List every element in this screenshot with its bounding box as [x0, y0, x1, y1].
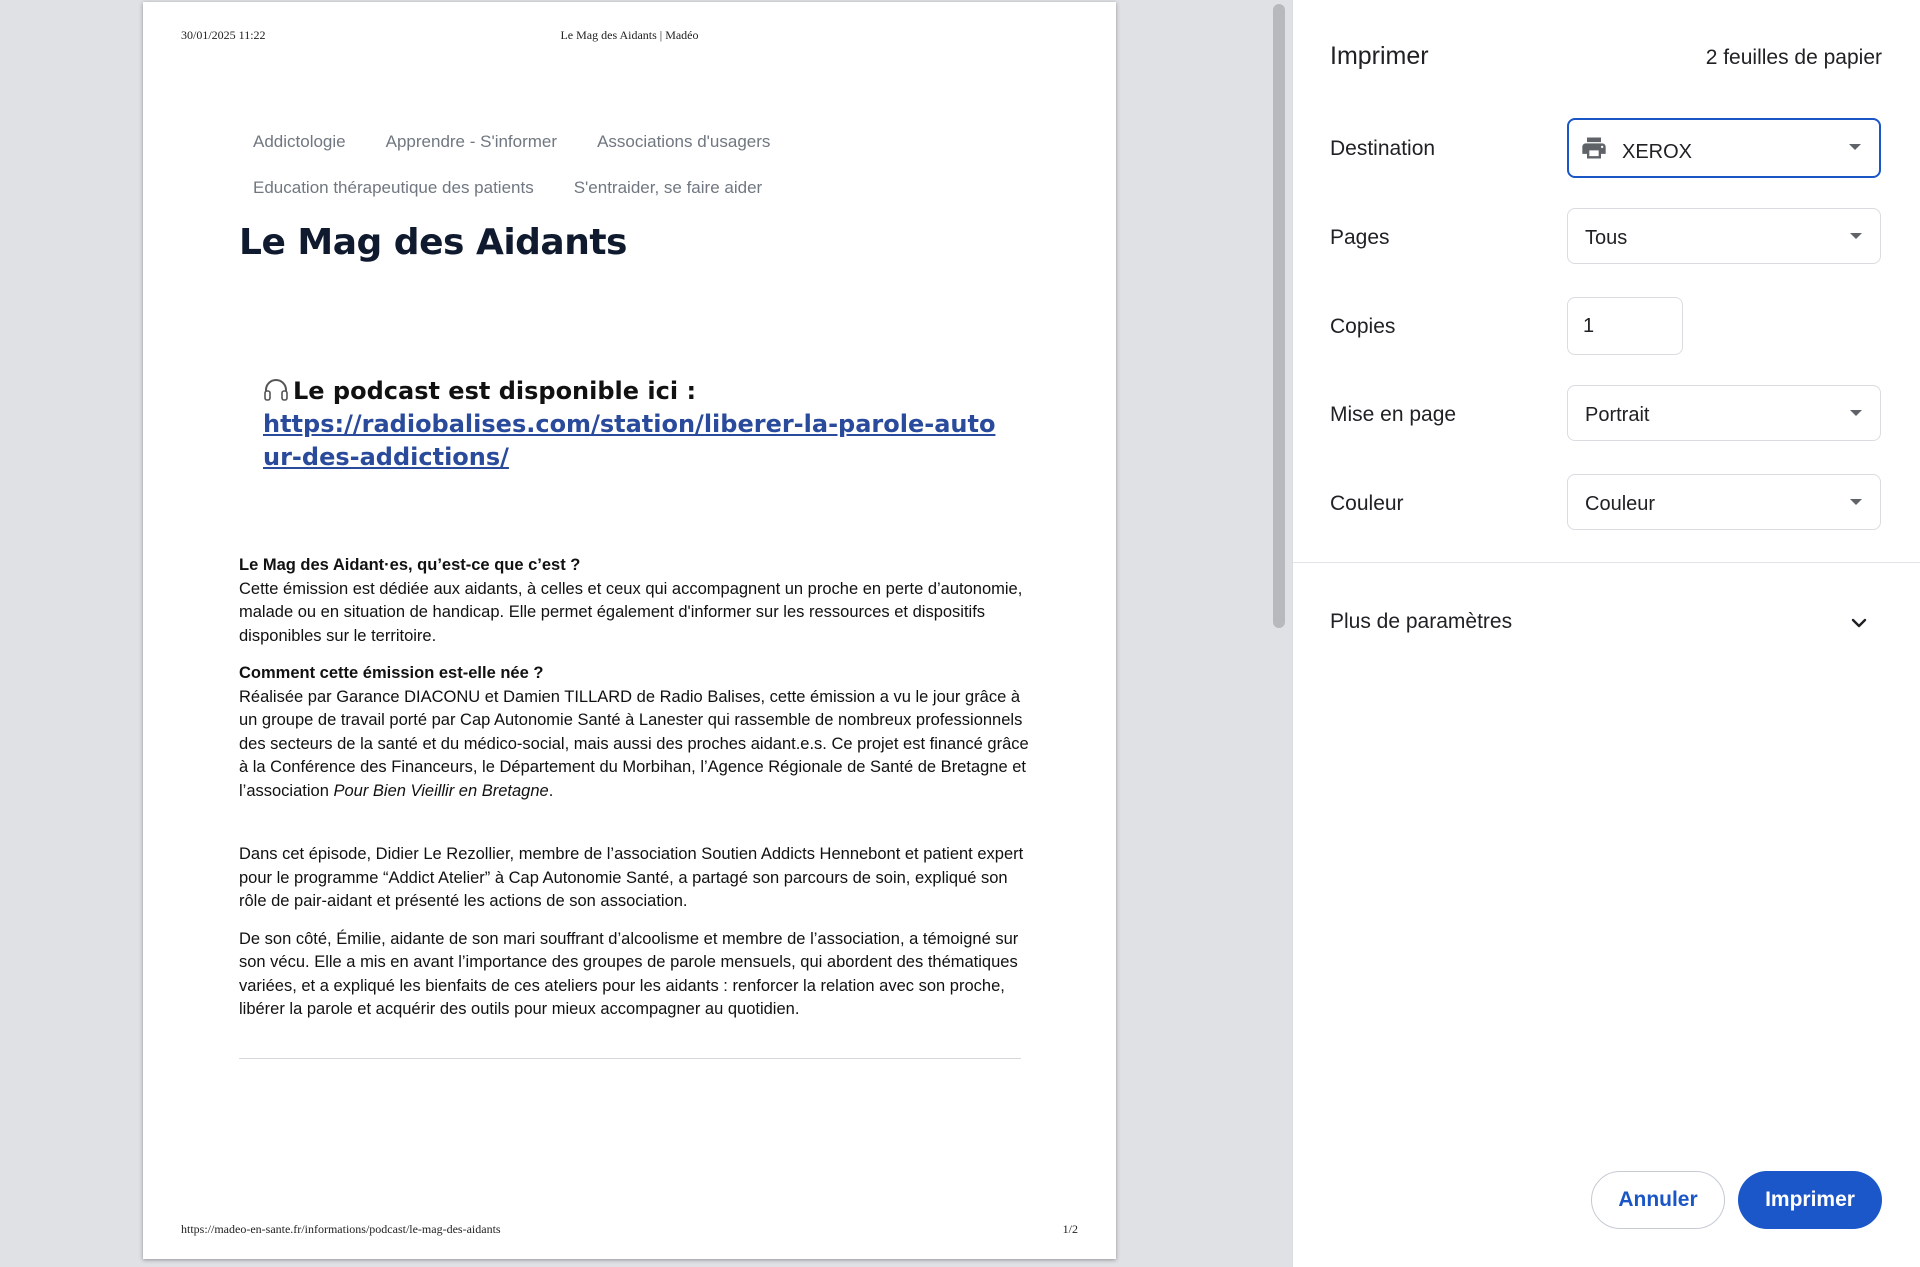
article-answer-end: . [548, 781, 554, 800]
article-question: Le Mag des Aidant·es, qu’est-ce que c’est ? [239, 556, 581, 574]
podcast-link: https://radiobalises.com/station/liberer-la-parole-autour-des-addictions/ [263, 410, 996, 471]
preview-page [143, 2, 1116, 1259]
article-paragraph [239, 554, 1029, 648]
copies-label: Copies [1330, 315, 1396, 338]
print-header-title: Le Mag des Aidants | Madéo [560, 28, 699, 42]
pages-label: Pages [1330, 226, 1390, 249]
caret-down-icon [1849, 144, 1861, 150]
article-paragraph [239, 662, 1029, 803]
layout-label: Mise en page [1330, 403, 1457, 426]
article-paragraph: De son côté, Émilie, aidante de son mari souffrant d’alcoolisme et membre de l’association, a témoigné sur son vécu. Elle a mis en avant l’importance des groupes de parole mensuels, qui abordent des thématiques variées, et a expliqué les bienfaits de ces ateliers pour les aidants : renforcer la relation avec son proche, libérer la parole et acquérir des outils pour mieux accompagner au quotidien. [239, 929, 1019, 1018]
print-settings-panel [1293, 0, 1920, 1267]
print-footer-page-number: 1/2 [1062, 1222, 1078, 1236]
spacer [239, 817, 1029, 843]
print-header-datetime: 30/01/2025 11:22 [181, 28, 266, 42]
more-settings-toggle[interactable] [1293, 590, 1920, 654]
color-value: Couleur [1585, 493, 1656, 515]
more-settings-label: Plus de paramètres [1330, 610, 1513, 633]
category-tags [253, 132, 853, 198]
pages-select[interactable] [1567, 208, 1881, 264]
tag-item: Associations d'usagers [597, 132, 771, 151]
page-content [239, 132, 1029, 1059]
destination-select[interactable] [1567, 118, 1881, 178]
caret-down-icon [1850, 499, 1862, 505]
headphones-icon [263, 377, 289, 399]
destination-label: Destination [1330, 137, 1436, 160]
article-answer: Réalisée par Garance DIACONU et Damien TILLARD de Radio Balises, cette émission a vu le jour grâce à un groupe de travail porté par Cap Autonomie Santé à Lanester qui rassemble de nombreux professionnels des secteurs de la santé et du médico-social, mais aussi des proches aidant.e.s. Ce projet est financé grâce à la Conférence des Financeurs, le Département du Morbihan, l’Agence Régionale de Santé de Bretagne et l’association [239, 687, 1029, 800]
pages-value: Tous [1585, 227, 1628, 249]
caret-down-icon [1850, 233, 1862, 239]
tag-item: Education thérapeutique des patients [253, 178, 534, 197]
printer-icon [1580, 134, 1608, 162]
section-divider [1293, 562, 1920, 563]
article-question: Comment cette émission est-elle née ? [239, 664, 544, 682]
color-label: Couleur [1330, 492, 1404, 515]
destination-value: XEROX [1622, 141, 1693, 163]
tag-item: Addictologie [253, 132, 346, 151]
color-select[interactable] [1567, 474, 1881, 530]
panel-title: Imprimer [1330, 42, 1429, 70]
association-name: Pour Bien Vieillir en Bretagne [333, 781, 549, 800]
article-divider [239, 1058, 1021, 1059]
layout-value: Portrait [1585, 404, 1650, 426]
preview-scrollbar[interactable] [1266, 0, 1292, 1267]
tag-item: S'entraider, se faire aider [573, 178, 763, 197]
caret-down-icon [1850, 410, 1862, 416]
article-body [239, 554, 1029, 1059]
cancel-button[interactable]: Annuler [1591, 1171, 1725, 1229]
tag-item: Apprendre - S'informer [385, 132, 558, 151]
print-button[interactable]: Imprimer [1738, 1171, 1882, 1229]
podcast-intro: Le podcast est disponible ici : [293, 377, 697, 405]
sheet-count: 2 feuilles de papier [1705, 46, 1882, 69]
print-footer-url: https://madeo-en-sante.fr/informations/podcast/le-mag-des-aidants [181, 1222, 501, 1236]
scrollbar-thumb[interactable] [1273, 4, 1285, 628]
article-paragraph: Dans cet épisode, Didier Le Rezollier, membre de l’association Soutien Addicts Hennebont et patient expert pour le programme “Addict Atelier” à Cap Autonomie Santé, a partagé son parcours de soin, expliqué son rôle de pair-aidant et présenté les actions de son association. [239, 845, 1024, 910]
chevron-down-icon [1850, 614, 1868, 632]
copies-input[interactable] [1567, 297, 1683, 355]
article-answer: Cette émission est dédiée aux aidants, à celles et ceux qui accompagnent un proche en perte d’autonomie, malade ou en situation de handicap. Elle permet également d'informer sur les ressources et dispositifs disponibles sur le territoire. [239, 579, 1023, 645]
layout-select[interactable] [1567, 385, 1881, 441]
page-heading: Le Mag des Aidants [239, 222, 627, 263]
podcast-block [263, 375, 1029, 474]
